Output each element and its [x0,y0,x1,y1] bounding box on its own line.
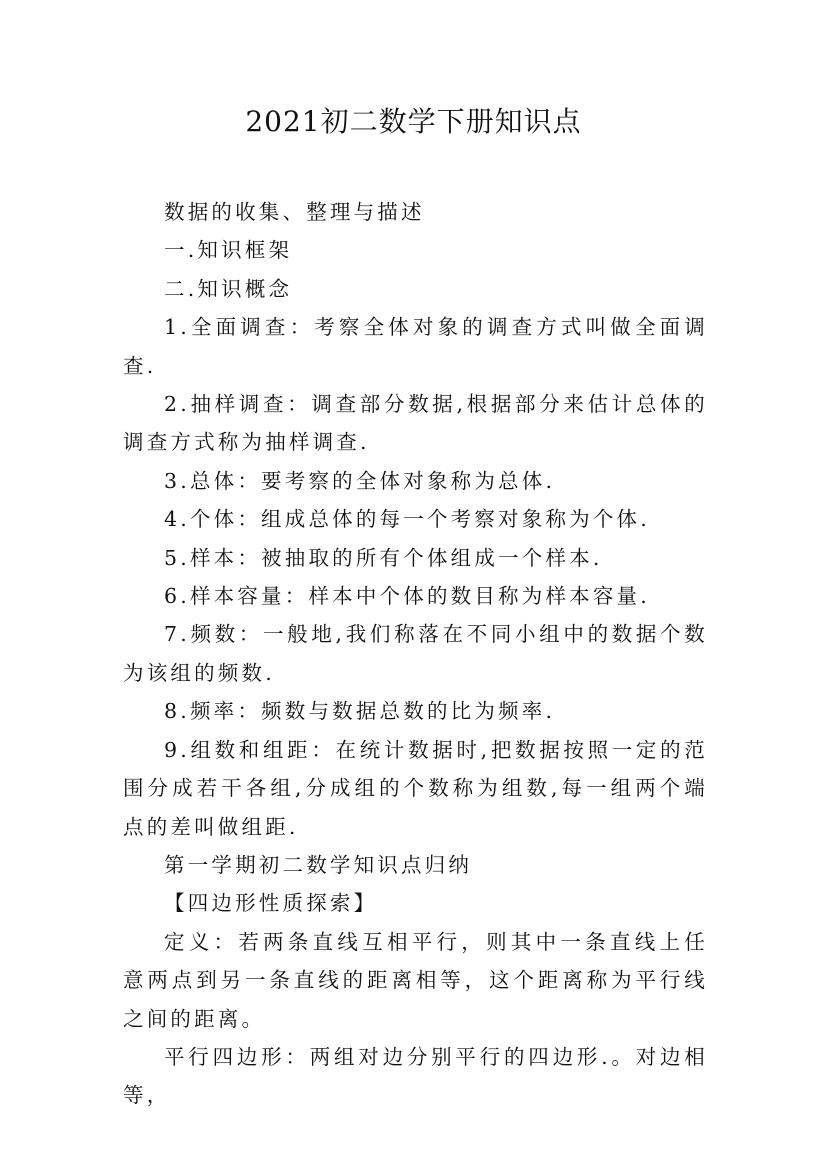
paragraph-individual: 4.个体：组成总体的每一个考察对象称为个体. [164,507,650,532]
document-body [123,193,708,1115]
paragraph-quadrilateral-heading: 【四边形性质探索】 [164,891,378,916]
paragraph-definition: 定义：若两条直线互相平行，则其中一条直线上任意两点到另一条直线的距离相等，这个距离称为平行线之间的距离。 [123,929,708,1031]
page-title: 2021初二数学下册知识点 [245,105,582,138]
paragraph-population: 3.总体：要考察的全体对象称为总体. [164,468,556,493]
paragraph-section-heading: 数据的收集、整理与描述 [164,200,425,224]
paragraph-sample-size: 6.样本容量：样本中个体的数目称为样本容量. [164,584,650,609]
paragraph-class-count-width: 9.组数和组距：在统计数据时,把数据按照一定的范围分成若干各组,分成组的个数称为组数,每一组两个端点的差叫做组距. [123,737,708,839]
paragraph-parallelogram: 平行四边形：两组对边分别平行的四边形.。对边相等， [123,1044,708,1108]
paragraph-knowledge-framework: 一.知识框架 [164,238,293,263]
paragraph-full-survey: 1.全面调查：考察全体对象的调查方式叫做全面调查. [123,315,708,378]
paragraph-frequency-count: 7.频数：一般地,我们称落在不同小组中的数据个数为该组的频数. [123,622,708,685]
paragraph-sample-survey: 2.抽样调查：调查部分数据,根据部分来估计总体的调查方式称为抽样调查. [123,392,708,455]
paragraph-sample: 5.样本：被抽取的所有个体组成一个样本. [164,545,603,570]
paragraph-semester-heading: 第一学期初二数学知识点归纳 [164,852,473,877]
paragraph-knowledge-concepts: 二.知识概念 [164,276,293,301]
paragraph-frequency-rate: 8.频率：频数与数据总数的比为频率. [164,699,556,724]
